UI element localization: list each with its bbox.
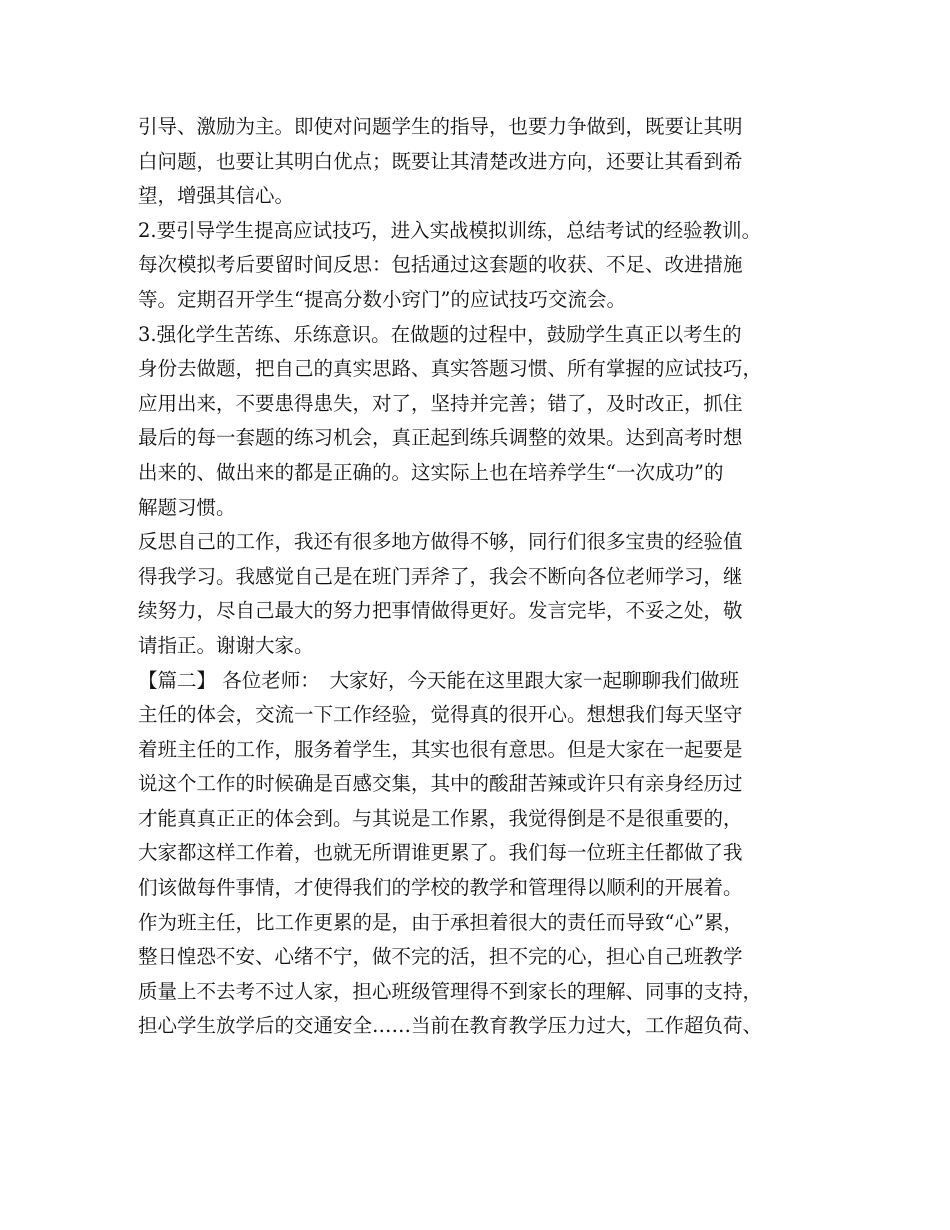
text-line: 才能真真正正的体会到。与其说是工作累，我觉得倒是不是很重要的， bbox=[138, 806, 743, 830]
text-line: 应用出来，不要患得患失，对了，坚持并完善；错了，及时改正，抓住 bbox=[138, 391, 743, 415]
text-line: 说这个工作的时候确是百感交集，其中的酸甜苦辣或许只有亲身经历过 bbox=[138, 772, 743, 796]
text-line: 请指正。谢谢大家。 bbox=[138, 633, 314, 657]
text-line: 解题习惯。 bbox=[138, 495, 236, 519]
text-line: 3.强化学生苦练、乐练意识。在做题的过程中，鼓励学生真正以考生的 bbox=[138, 322, 742, 346]
text-line: 2.要引导学生提高应试技巧，进入实战模拟训练，总结考试的经验教训。 bbox=[138, 218, 762, 242]
text-line: 担心学生放学后的交通安全……当前在教育教学压力过大，工作超负荷、 bbox=[138, 1014, 763, 1038]
body-text bbox=[138, 110, 828, 1044]
text-line: 等。定期召开学生“提高分数小窍门”的应试技巧交流会。 bbox=[138, 287, 626, 311]
text-line: 续努力，尽自己最大的努力把事情做得更好。发言完毕，不妥之处，敬 bbox=[138, 599, 743, 623]
text-line: 得我学习。我感觉自己是在班门弄斧了，我会不断向各位老师学习，继 bbox=[138, 564, 743, 588]
text-line: 作为班主任，比工作更累的是，由于承担着很大的责任而导致“心”累， bbox=[138, 910, 743, 934]
text-line: 质量上不去考不过人家，担心班级管理得不到家长的理解、同事的支持， bbox=[138, 979, 763, 1003]
text-line: 大家都这样工作着，也就无所谓谁更累了。我们每一位班主任都做了我 bbox=[138, 841, 743, 865]
text-line: 主任的体会，交流一下工作经验，觉得真的很开心。想想我们每天坚守 bbox=[138, 703, 743, 727]
text-line: 白问题，也要让其明白优点；既要让其清楚改进方向，还要让其看到希 bbox=[138, 149, 743, 173]
text-line: 最后的每一套题的练习机会，真正起到练兵调整的效果。达到高考时想 bbox=[138, 426, 743, 450]
text-line: 整日惶恐不安、心绪不宁，做不完的活，担不完的心，担心自己班教学 bbox=[138, 945, 743, 969]
text-line: 们该做每件事情，才使得我们的学校的教学和管理得以顺利的开展着。 bbox=[138, 876, 743, 900]
text-line: 身份去做题，把自己的真实思路、真实答题习惯、所有掌握的应试技巧， bbox=[138, 357, 763, 381]
text-line: 引导、激励为主。即使对问题学生的指导，也要力争做到，既要让其明 bbox=[138, 115, 743, 138]
text-line: 反思自己的工作，我还有很多地方做得不够，同行们很多宝贵的经验值 bbox=[138, 530, 743, 554]
text-line: 着班主任的工作，服务着学生，其实也很有意思。但是大家在一起要是 bbox=[138, 737, 743, 761]
text-line: 出来的、做出来的都是正确的。这实际上也在培养学生“一次成功”的 bbox=[138, 460, 724, 484]
text-line: 望，增强其信心。 bbox=[138, 184, 295, 208]
text-line: 【篇二】 各位老师： 大家好，今天能在这里跟大家一起聊聊我们做班 bbox=[138, 668, 739, 692]
text-line: 每次模拟考后要留时间反思：包括通过这套题的收获、不足、改进措施 bbox=[138, 253, 743, 277]
